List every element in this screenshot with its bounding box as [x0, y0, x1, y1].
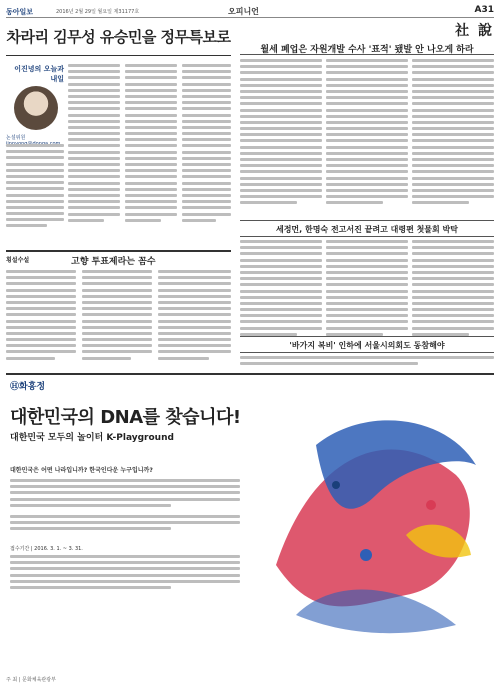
divider [240, 352, 494, 353]
section-name: 오피니언 [228, 7, 259, 16]
column-short-text-b [82, 270, 152, 363]
editorial1-text-c [412, 59, 494, 208]
ad-question: 대한민국은 어떤 나라입니까? 한국인다운 누구입니까? [10, 467, 153, 474]
editorial1-text-b [326, 59, 408, 208]
byline [6, 64, 64, 141]
column-short [6, 250, 231, 370]
page-header [6, 4, 494, 18]
editorial-headline-3: '바가지 복비' 인하에 서울시의회도 동참해야 [289, 341, 445, 350]
column-series: 이진녕의 오늘과 내일 [14, 65, 64, 83]
divider [240, 220, 494, 221]
column-short-text-a [6, 270, 76, 363]
author-role: 논설위원 [6, 135, 26, 141]
editorials [240, 20, 494, 250]
editorial2-text-c [412, 240, 494, 339]
ad-details-text [10, 555, 240, 592]
ad-details: 접수기간 | 2016. 3. 1. ~ 3. 31. [10, 546, 83, 552]
column-title: 차라리 김무성 유승민을 정무특보로 [6, 28, 231, 46]
editorial-label: 社 說 [455, 23, 494, 39]
editorial1-text-a [240, 59, 322, 208]
editorial-headline-1: 월세 폐업은 자원개발 수사 '표적' 됐발 안 나오게 하라 [260, 45, 474, 55]
ad-body-text [10, 479, 240, 533]
column-short-label: 횡설수설 [6, 257, 30, 264]
column-text-col3 [182, 64, 231, 225]
editorial2-text-a [240, 240, 322, 339]
issue-date: 2016년 2월 29일 월요일 제31177호 [56, 9, 140, 15]
ad-brand: Ⓗ화홍정 [10, 382, 46, 392]
author-avatar [14, 86, 58, 130]
ad-footer-note: 주 최 | 문화체육관광부 [6, 677, 56, 683]
divider [240, 54, 494, 55]
column-short-title: 고향 투표제라는 꼼수 [71, 257, 156, 267]
column-short-text-c [158, 270, 231, 363]
column-text-col2 [125, 64, 177, 225]
newspaper-logo: 동아일보 [6, 8, 34, 16]
divider [240, 336, 494, 337]
opinion-column [6, 20, 231, 250]
ad-title: 대한민국의 DNA를 찾습니다! [10, 407, 241, 428]
ad-subtitle: 대한민국 모두의 놀이터 K-Playground [10, 433, 174, 443]
column-text-col0 [6, 144, 64, 231]
page-number: A31 [474, 5, 494, 15]
divider [240, 236, 494, 237]
editorial3-text [240, 356, 494, 368]
divider [6, 55, 231, 56]
column-text-col1 [68, 64, 120, 225]
editorial-headline-2: 세정먼, 한명숙 전고서진 끝려고 대령편 첫물회 박탁 [275, 225, 459, 234]
editorial2-text-b [326, 240, 408, 339]
advertisement [6, 373, 494, 673]
ad-illustration [256, 385, 492, 655]
